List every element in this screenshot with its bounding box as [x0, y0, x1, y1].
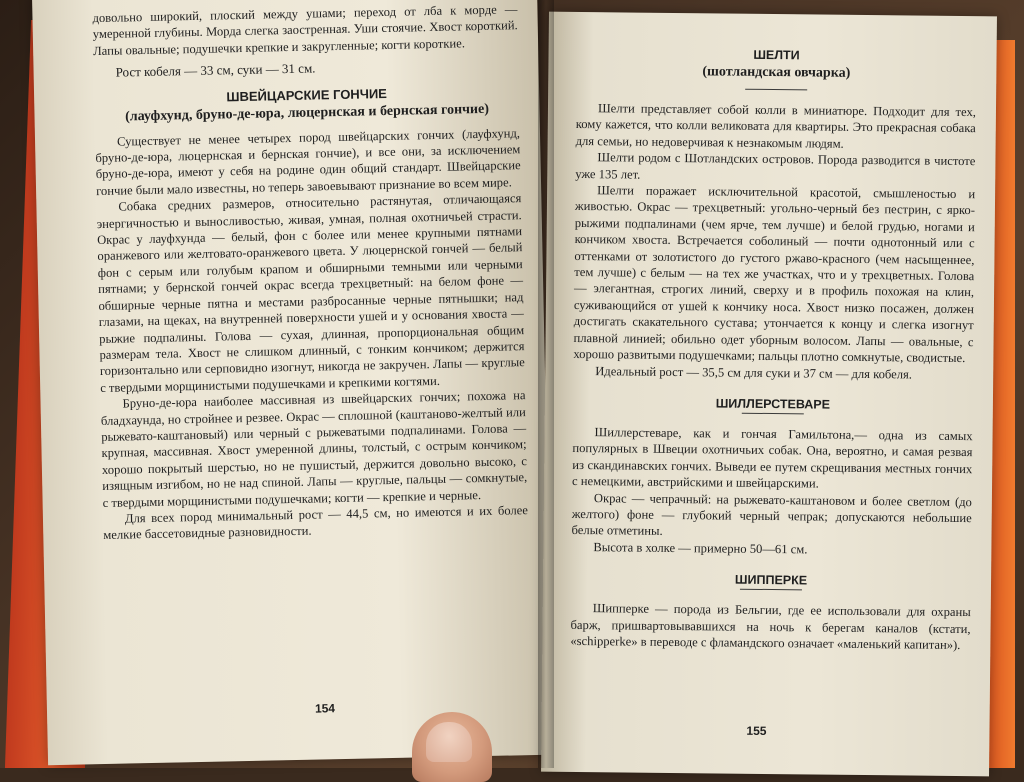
paragraph-4: Для всех пород минимальный рост — 44,5 см, но имеются и их более мелкие бассетовидные разновидности.	[103, 503, 529, 543]
sheltie-title: ШЕЛТИ	[753, 47, 800, 63]
schillerstovare-paragraph-2: Окрас — чепрачный: на рыжевато-каштановом и более светлом (до желтого) фоне — глубокий черный чепрак; допускаются небольшие белые отметины.	[571, 490, 972, 539]
divider	[742, 413, 804, 415]
schillerstovare-paragraph-1: Шиллерстеваре, как и гончая Гамильтона,— одна из самых популярных в Швеции охотничьих собак. Она, вероятно, и самая резвая из скандинавских гончих. Выведи ее путем скрещивания местных гончих с немецкими, австрийскими и швейцарскими.	[572, 425, 973, 491]
page-number-right: 155	[746, 723, 767, 738]
thumbnail-nail	[426, 722, 472, 762]
right-page-text	[570, 46, 976, 654]
book-gutter	[538, 0, 554, 768]
divider	[745, 89, 807, 91]
section-title: ШВЕЙЦАРСКИЕ ГОНЧИЕ	[226, 85, 388, 104]
schipperke-paragraph-1: Шипперке — порода из Бельгии, где ее использовали для охраны барж, пришвартовывавшихся на ночь к берегам каналов (кстати, «schipperke» в переводе с фламандского означает «маленький капитан»).	[570, 601, 971, 652]
schillerstovare-height: Высота в холке — примерно 50—61 см.	[593, 539, 808, 557]
right-page	[541, 12, 997, 777]
left-page	[32, 0, 553, 765]
page-number-left: 154	[314, 701, 336, 716]
paragraph-2: Собака средних размеров, относительно растянутая, отличающаяся энергичностью и выносливостью, живая, умная, полная охотничьей страсти. Окрас у лауфхунда — белый, фон с более или менее крупными пятнами оранжевого или желтовато-оранжевого цвета. У люцернской гончей — белый фон с серым или голубым крапом и обширными темными или черными пятнами; у бернской гончей окрас всегда трехцветный: на белом фоне — обширные черные пятна и местами разбросанные черные пятнышки; над глазами, на щеках, на внутренней поверхности ушей и у основания хвоста — рыжие подпалины. Голова — сухая, длинная, пропорциональная общим размерам тела. Хвост не слишком длинный, с тонким кончиком; держится горизонтально или серповидно изогнут, никогда не закручен. Лапы — круглые с твердыми морщинистыми подушечками и крепкими когтями.	[96, 191, 525, 395]
height-line: Рост кобеля — 33 см, суки — 31 см.	[115, 60, 316, 80]
schillerstovare-title: ШИЛЛЕРСТЕВАРЕ	[715, 396, 831, 412]
sheltie-height: Идеальный рост — 35,5 см для суки и 37 см — для кобеля.	[595, 363, 913, 381]
sheltie-subtitle: (шотландская овчарка)	[702, 64, 851, 81]
section-subtitle: (лауфхунд, бруно-де-юра, люцернская и бернская гончие)	[124, 101, 490, 125]
paragraph-3: Бруно-де-юра наиболее массивная из швейцарских гончих; похожа на бладхаунда, но стройнее и резвее. Окрас — сплошной (каштаново-желтый или рыжевато-каштановый) или черный с рыжеватыми подпалинами. Голова — крупная, массивная. Хвост умеренной длины, толстый, с острым кончиком; хорошо покрытый шерстью, но не пушистый, держится довольно высоко, с изящным изгибом, но не над спиной. Лапы — круглые, пальцы — сомкнутые, с твердыми морщинистыми подушечками; когти — крепкие и черные.	[100, 388, 528, 510]
intro-paragraph: довольно широкий, плоский между ушами; переход от лба к морде — умеренной глубины. Морда слегка заостренная. Уши стоячие. Хвост короткий. Лапы овальные; подушечки крепкие и закругленные; когти короткие.	[92, 2, 518, 58]
paragraph-1: Существует не менее четырех пород швейцарских гончих (лауфхунд, бруно-де-юра, люцернская и бернская гончие), и все они, за исключением бруно-де-юра, имеют у себя на родине один общий стандарт. Швейцарские гончие были мало известны, но теперь завоевывают признание во всем мире.	[95, 125, 521, 198]
schipperke-title: ШИППЕРКЕ	[734, 572, 808, 588]
sheltie-paragraph-3: Шелти поражает исключительной красотой, смышленостью и живостью. Окрас — трехцветный: угольно-черный без пестрин, с ярко-рыжими подпалинами (чем ярче, тем лучше) и белой грудью, ногами и кончиком хвоста. Встречается соболиный — почти однотонный или с оттенками от золотистого до густого ржаво-красного (чем насыщеннее, тем лучше) с белым — на тех же участках, что и у трехцветных. Голова — элегантная, строгих линий, сверху и в профиль похожая на клин, суживающийся от ушей к кончику носа. Хвост низко посажен, должен достигать скакательного сустава; утончается к концу и слегка изогнут плавной линией; обильно одет уборным волосом. Лапы — овальные, с хорошо развитыми подушечками; пальцы плотно сомкнутые, сводистые.	[573, 183, 976, 366]
left-page-text	[92, 1, 528, 544]
sheltie-paragraph-2: Шелти родом с Шотландских островов. Порода разводится в чистоте уже 135 лет.	[575, 150, 976, 182]
divider	[740, 589, 802, 591]
sheltie-paragraph-1: Шелти представляет собой колли в миниатюре. Подходит для тех, кому кажется, что колли великовата для квартиры. Это прекрасная собака для семьи, но недоверчивая к незнакомым людям.	[575, 101, 977, 151]
